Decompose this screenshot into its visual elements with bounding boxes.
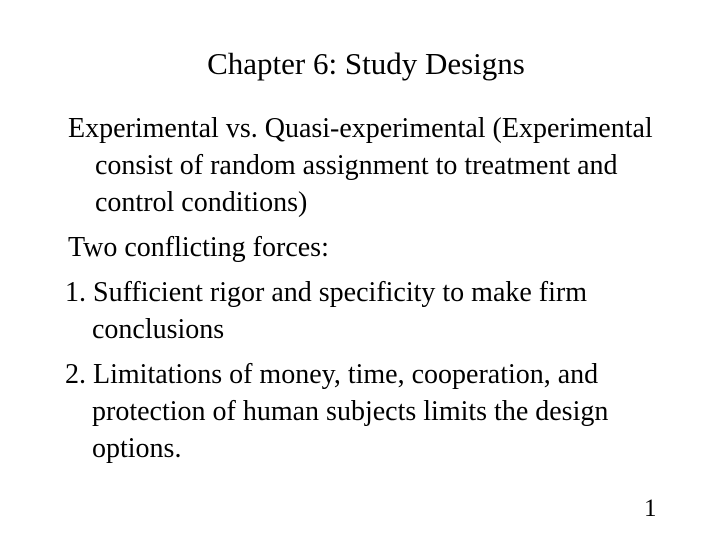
paragraph-two-conflicting-forces: Two conflicting forces: [68,232,329,263]
paragraph-point-1: 1. Sufficient rigor and specificity to make firm conclusions [65,277,588,345]
page-number: 1 [644,495,657,522]
slide-title: Chapter 6: Study Designs [207,46,525,81]
paragraph-point-2: 2. Limitations of money, time, cooperation, and protection of human subjects limits the design options. [65,359,609,464]
slide-body [65,110,678,475]
paragraph-experimental-vs-quasi: Experimental vs. Quasi-experimental (Experimental consist of random assignment to treatment and control conditions) [68,113,653,218]
